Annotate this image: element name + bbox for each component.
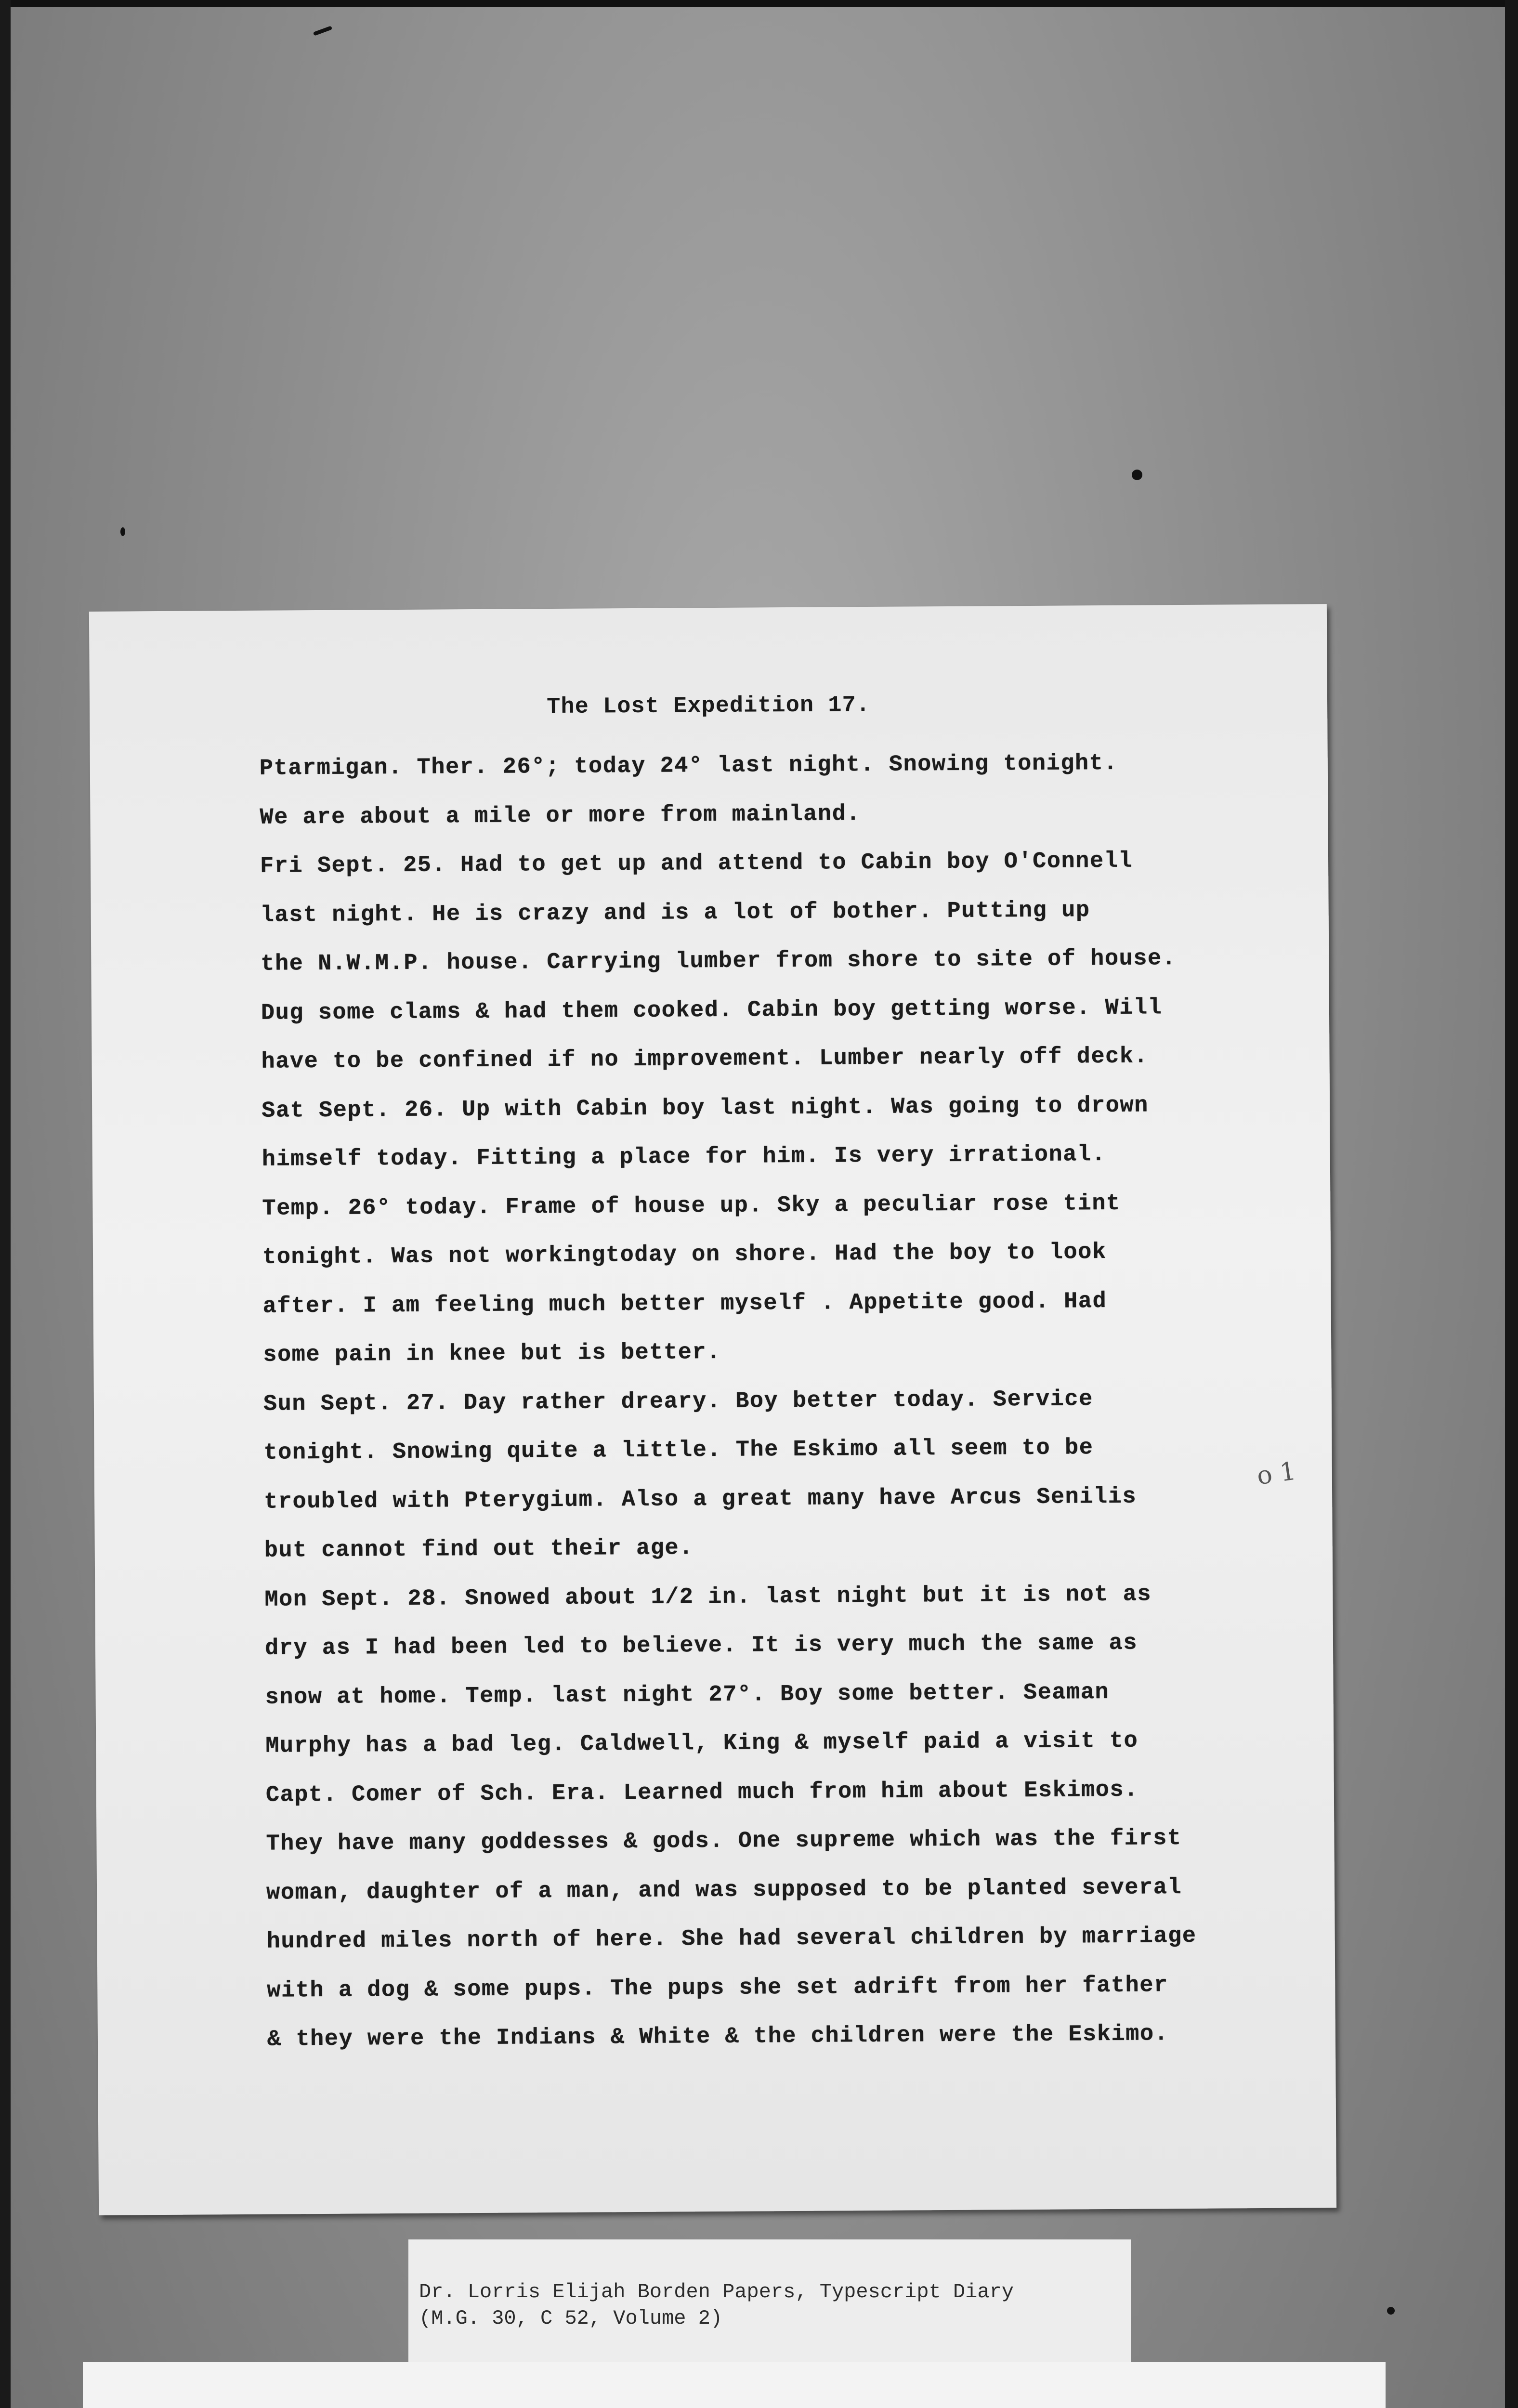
film-edge-top xyxy=(0,0,1518,7)
diary-line: himself today. Fitting a place for him. Is very irrational. xyxy=(262,1142,1106,1173)
diary-line: the N.W.M.P. house. Carrying lumber from shore to site of house. xyxy=(261,946,1177,977)
diary-line: tonight. Snowing quite a little. The Eskimo all seem to be xyxy=(263,1435,1094,1466)
typescript-page xyxy=(89,604,1336,2215)
diary-line: Fri Sept. 25. Had to get up and attend to Cabin boy O'Connell xyxy=(260,848,1133,879)
dust-speck xyxy=(120,527,125,536)
diary-line: troubled with Pterygium. Also a great many have Arcus Senilis xyxy=(263,1484,1137,1515)
margin-mark: o 1 xyxy=(1255,1456,1298,1491)
diary-line: Sun Sept. 27. Day rather dreary. Boy better today. Service xyxy=(263,1386,1093,1417)
diary-line: have to be confined if no improvement. Lumber nearly off deck. xyxy=(261,1044,1149,1075)
source-label-line-2: (M.G. 30, C 52, Volume 2) xyxy=(419,2307,723,2330)
diary-line: snow at home. Temp. last night 27°. Boy some better. Seaman xyxy=(265,1679,1110,1711)
diary-line: last night. He is crazy and is a lot of bother. Putting up xyxy=(260,897,1090,929)
diary-line: woman, daughter of a man, and was supposed to be planted several xyxy=(266,1874,1182,1906)
diary-line: but cannot find out their age. xyxy=(264,1535,694,1564)
diary-line: with a dog & some pups. The pups she set adrift from her father xyxy=(267,1972,1168,2004)
dust-speck xyxy=(1387,2307,1395,2315)
diary-line: Capt. Comer of Sch. Era. Learned much from him about Eskimos. xyxy=(265,1777,1138,1808)
diary-line: Dug some clams & had them cooked. Cabin boy getting worse. Will xyxy=(261,995,1163,1026)
diary-line: We are about a mile or more from mainland. xyxy=(260,801,861,831)
source-label-line-1: Dr. Lorris Elijah Borden Papers, Typescript Diary xyxy=(419,2280,1014,2303)
source-label xyxy=(408,2239,1131,2362)
page-title: The Lost Expedition 17. xyxy=(547,692,871,720)
diary-line: Ptarmigan. Ther. 26°; today 24° last night. Snowing tonight. xyxy=(259,750,1118,782)
diary-line: Sat Sept. 26. Up with Cabin boy last night. Was going to drown xyxy=(262,1092,1149,1124)
diary-text xyxy=(260,738,1303,2065)
diary-line: after. I am feeling much better myself . Appetite good. Had xyxy=(262,1288,1107,1320)
diary-line: some pain in knee but is better. xyxy=(263,1339,721,1368)
film-edge-right xyxy=(1505,0,1518,2408)
film-edge-left xyxy=(0,0,11,2408)
diary-line: dry as I had been led to believe. It is very much the same as xyxy=(264,1630,1138,1662)
diary-line: They have many goddesses & gods. One supreme which was the first xyxy=(266,1826,1182,1857)
archive-card xyxy=(83,2362,1386,2408)
dust-speck xyxy=(1132,470,1142,480)
diary-line: Mon Sept. 28. Snowed about 1/2 in. last night but it is not as xyxy=(264,1581,1152,1613)
diary-line: tonight. Was not workingtoday on shore. Had the boy to look xyxy=(262,1240,1107,1270)
diary-line: hundred miles north of here. She had several children by marriage xyxy=(266,1923,1197,1955)
diary-line: & they were the Indians & White & the children were the Eskimo. xyxy=(267,2021,1169,2053)
diary-line: Murphy has a bad leg. Caldwell, King & myself paid a visit to xyxy=(265,1728,1138,1759)
diary-line: Temp. 26° today. Frame of house up. Sky a peculiar rose tint xyxy=(262,1191,1121,1222)
